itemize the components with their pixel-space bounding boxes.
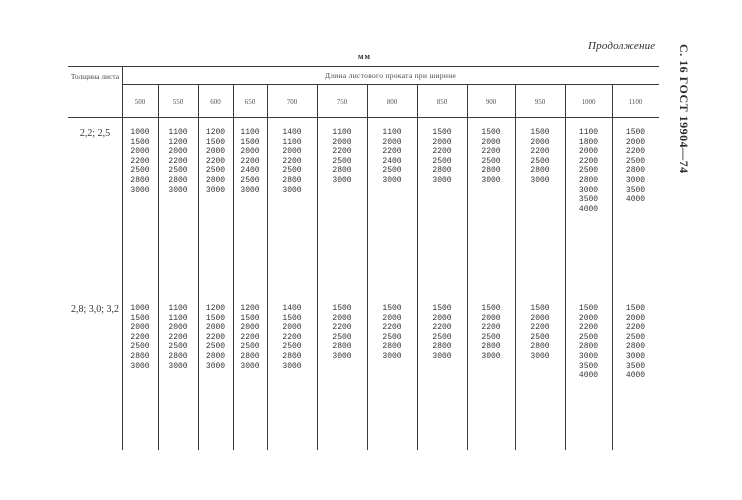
table-cell: 1200 1500 2000 2200 2500 2800 3000 — [240, 304, 260, 371]
continuation-label: Продолжение — [588, 40, 656, 52]
table-cell: 1100 1100 2000 2200 2500 2800 3000 — [168, 304, 188, 371]
width-header-750: 750 — [336, 98, 348, 106]
thickness-column-divider — [122, 66, 123, 450]
table-cell: 1000 1500 2000 2200 2500 2800 3000 — [130, 128, 150, 195]
table-cell: 1100 1200 2000 2200 2500 2800 3000 — [168, 128, 188, 195]
width-header-650: 650 — [244, 98, 256, 106]
table-cell: 1500 2000 2200 2500 2800 3000 3500 4000 — [625, 128, 646, 205]
width-header-700: 700 — [286, 98, 298, 106]
table-cell: 1500 2000 2200 2500 2800 3000 — [432, 304, 452, 361]
table-cell: 1200 1500 2000 2200 2500 2800 3000 — [205, 304, 226, 371]
width-header-800: 800 — [386, 98, 398, 106]
width-header-850: 850 — [436, 98, 448, 106]
table-cell: 1100 2000 2200 2500 2800 3000 — [332, 128, 352, 185]
table-top-border — [68, 66, 659, 67]
table-cell: 1500 2000 2200 2500 2800 3000 — [530, 128, 550, 185]
width-header-1000: 1000 — [581, 98, 596, 106]
width-header-1100: 1100 — [628, 98, 643, 106]
table-cell: 1500 2000 2200 2500 2800 3000 3500 4000 — [625, 304, 646, 381]
table-cell: 1500 2000 2200 2500 2800 3000 — [481, 304, 501, 361]
units-label: мм — [358, 52, 371, 61]
header-bottom-border — [68, 117, 659, 118]
table-cell: 1500 2000 2200 2500 2800 3000 — [530, 304, 550, 361]
width-header-600: 600 — [210, 98, 221, 106]
row-thickness-2: 2,8; 3,0; 3,2 — [70, 304, 120, 315]
table-cell: 1500 2000 2200 2500 2800 3000 — [332, 304, 352, 361]
table-cell: 1200 1500 2000 2200 2500 2800 3000 — [205, 128, 226, 195]
table-cell: 1000 1500 2000 2200 2500 2800 3000 — [130, 304, 150, 371]
table-cell: 1100 1800 2000 2200 2500 2800 3000 3500 4000 — [578, 128, 599, 214]
width-header-950: 950 — [534, 98, 546, 106]
length-group-header: Длина листового проката при ширине — [324, 71, 457, 80]
table-cell: 1100 2000 2200 2400 2500 3000 — [382, 128, 402, 185]
row-thickness-1: 2,2; 2,5 — [79, 128, 111, 139]
width-header-500: 500 — [134, 98, 146, 106]
table-cell: 1400 1500 2000 2200 2500 2800 3000 — [282, 304, 302, 371]
table-cell: 1500 2000 2200 2500 2800 3000 — [481, 128, 501, 185]
table-cell: 1400 1100 2000 2200 2500 2800 3000 — [282, 128, 302, 195]
table-cell: 1100 1500 2000 2200 2400 2500 3000 — [240, 128, 260, 195]
group-header-divider — [122, 84, 659, 85]
width-header-550: 550 — [172, 98, 184, 106]
standard-page-header: С. 16 ГОСТ 19904—74 — [677, 44, 691, 174]
table-cell: 1500 2000 2200 2500 2800 3000 — [432, 128, 452, 185]
width-header-900: 900 — [485, 98, 497, 106]
thickness-column-header: Толщина листа — [70, 72, 120, 81]
table-cell: 1500 2000 2200 2500 2800 3000 — [382, 304, 402, 361]
table-cell: 1500 2000 2200 2500 2800 3000 3500 4000 — [578, 304, 599, 381]
